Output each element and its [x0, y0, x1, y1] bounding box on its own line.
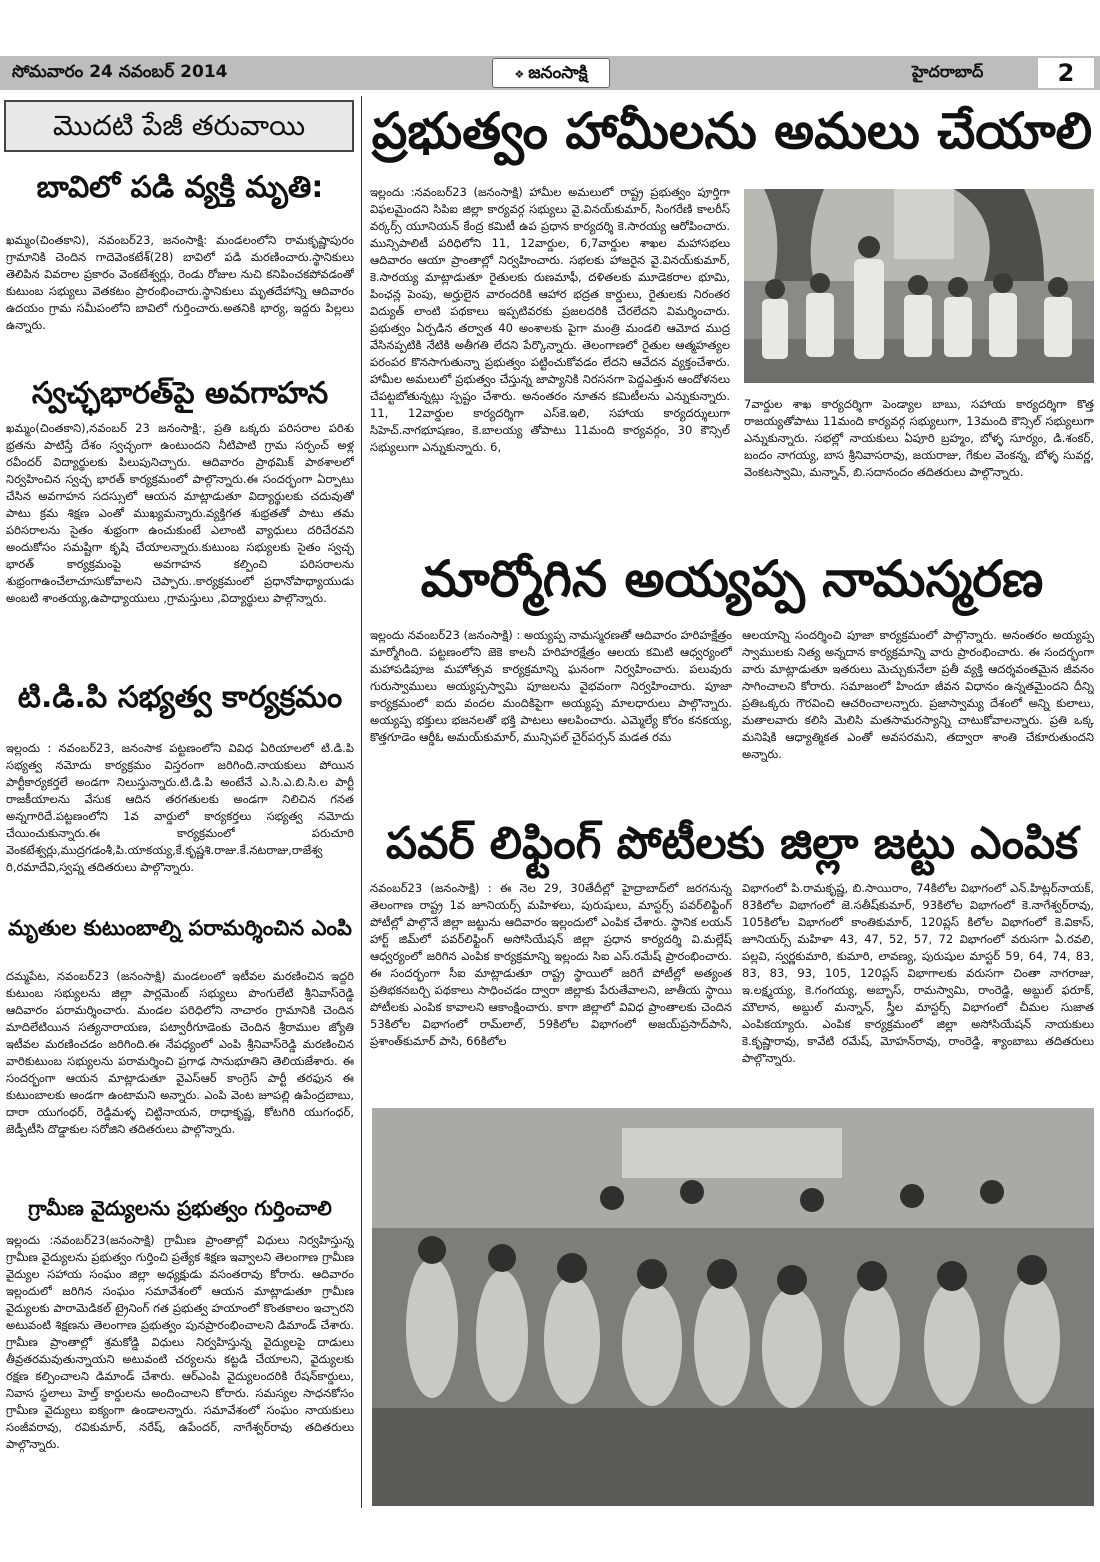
article-body-powerlifting-col2: విభాగంలో పి.రామకృష్ణ, బి.సాయిరాం, 74కిలోల విభాగంలో ఎన్.హిట్లర్‌నాయక్, 83కిలోల విభాగంలో జె.సతీష్‌కుమార్, 93కిలోల విభాగంలో కె.నాగేశ్వర్‌రావు, 105కిలోల విభాగంలో కాంతికుమార్, 120ప్లస్ కిలోల విభాగంలో కె.వికాస్, జూనియర్స్ మహిళా 43, 47, 52, 57, 72 విభాగంలో వరుసగా ఏ.రవలి, పల్లవి, స్వర్ణకుమారి, కుమారి, లావణ్య, పురుషుల మాస్టర్ 59, 64, 74, 83, 83, 83, 93, 105, 120ప్లస్ విభాగాలకు వరుసగా చింతా నాగరాజు, ఇ.లక్ష్మయ్య, కె.గంగయ్య, అబ్బాస్, రామస్వామి, రాంరెడ్డి, అబ్దుల్ ఫరూక్, మౌలాన, అబ్దుల్ మన్నాన్, స్త్రీల మాస్టర్స్ విభాగంలో చీమల సుజాత ఎంపికయ్యారు. ఎంపిక కార్యక్రమంలో జిల్లా అసోసియేషన్ నాయకులు కె.కృష్ణారావు, కావేటి రమేష్, మోహన్‌రావు, రాంరెడ్డి, శ్యాంబాబు తదితరులు పాల్గొన్నారు. — [742, 881, 1094, 1065]
logo-emblem-icon: ❖ — [514, 68, 525, 81]
headline-powerlifting: పవర్ లిఫ్టింగ్ పోటీలకు జిల్లా జట్టు ఎంపిక — [385, 818, 1079, 869]
headline-tdp-membership: టి.డి.పి సభ్యత్వ కార్యక్రమం — [17, 680, 343, 715]
page-header — [0, 56, 1100, 90]
headline-govt-promises: ప్రభుత్వం హామీలను అమలు చేయాలి — [371, 102, 1093, 160]
headline-rural-doctors: గ్రామీణ వైద్యులను ప్రభుత్వం గుర్తించాలి — [28, 1196, 332, 1220]
headline-mp-visit: మృతుల కుటుంబాల్ని పరామర్శించిన ఎంపి — [8, 916, 352, 940]
logo-text: జనంసాక్షి — [528, 63, 588, 83]
headline-well-death: బావిలో పడి వ్యక్తి మృతి: — [36, 170, 324, 205]
article-body-govt-promises-col2: 7వార్డుల శాఖ కార్యదర్శిగా పెండ్యాల బాబు, సహాయ కార్యదర్శిగా కొత్త రాజయ్యతోపాటు 11మంది కార్యవర్గ సభ్యులుగా, 13మంది కౌన్సిల్ సభ్యులుగా ఎన్నుకున్నారు. సభల్లో నాయకులు ఏపూరి బ్రహ్మం, బోళ్ళ సూర్యం, డి.శంకర్, బందం నాగయ్య, బాస శ్రీనివాసరావు, జయరాజు, గేకుల వెంకన్న, బోళ్ళ సువర్ణ, వెంకటస్వామి, మన్నాన్, బి.సదానందం తదితరులు పాల్గొన్నారు. — [744, 397, 1094, 479]
article-body-swachh-bharat: ఖమ్మం(చింతకాని),నవంబర్ 23 జనంసాక్షి:, ప్రతి ఒక్కరు పరిసరాల పరిశు భ్రతను పాటిస్తే దేశం స్వచ్ఛంగా ఉంటుందని నీటిపాటి గ్రామ సర్పంచ్ అళ్ల రవీందర్ విద్యార్థులకు పిలుపునిచ్చారు. ఆదివారం ప్రాథమిక్ పాఠశాలలో నిర్వహించిన స్వచ్ఛ భారత్ కార్యక్రమంలో పాల్గొన్నారు.ఈ సందర్భంగా ఏర్పాటు చేసిన అవగాహన సదస్సులో ఆయన మాట్లాడుతూ విద్యార్థులకు చదువుతో పాటు క్రమ శిక్షణ ఎంతో ముఖ్యమన్నారు.వ్యక్తిగత శుభ్రతతో పాటు తమ పరిసరాలను సైతం శుభ్రంగా ఉంచుకుంటే ఎలాంటి వ్యాధులు దరిచేరవని అందుకోసం సమష్టిగా కృషి చేయాలన్నారు.కుటుంబ సభ్యులకు సైతం స్వచ్ఛ భారత్ కార్యక్రమంపై అవగాహన కల్పించి పరిసరాలను శుభ్రంగాఉంచేలాచూసుకోవాలని చెప్పారు..కార్యక్రమంలో ప్రధానోపాధ్యాయుడు అంబటి శాంతయ్య,ఉపాధ్యాయులు ,గ్రామస్తులు ,విద్యార్థులు పాల్గొన్నారు. — [6, 421, 354, 605]
article-body-ayyappa-col2: ఆలయాన్ని సందర్శించి పూజా కార్యక్రమంలో పాల్గొన్నారు. అనంతరం అయ్యప్ప స్వాములకు నిత్య అన్నదాన కార్యక్రమాన్ని వారు ప్రారంభించారు. ఈ సందర్భంగా వారు మాట్లాడుతూ ఇతరులు మెచ్చుకునేలా ప్రతీ వ్యక్తి ఆదర్శవంతమైన జీవనం సాగించాలని కోరారు. సమాజంలో హిందూ జీవన విధానం ఉన్నతమైందని దీన్ని ప్రతిఒక్కరు గౌరవించి ఆచరించాలన్నారు. ప్రజాస్వామ్య దేశంలో అన్ని కులాలు, మతాలవారు కలిసి మెలిసి మతసామరస్యాన్ని చాటుకోవాలన్నారు. ప్రతి ఒక్క మనిషికి ఆధ్యాత్మికత ఎంతో అవసరమని, తద్వారా శాంతి చేకూరుతుందని అన్నారు. — [742, 628, 1094, 761]
column-divider — [361, 96, 362, 1508]
article-body-powerlifting-col1: నవంబర్23 (జనంసాక్షి) : ఈ నెల 29, 30తేదీల్లో హైద్రాబాద్‌లో జరగనున్న తెలంగాణ రాష్ట్ర 1వ జూనియర్స్ మహిళలు, పురుషులు, మాస్టర్స్ పవర్‌లిఫ్టింగ్ పోటీల్లో పాల్గొనే జిల్లా జట్టును ఆదివారం ఇల్లందులో ఎంపిక చేశారు. స్థానిక లయన్ హార్ట్ జిమ్‌లో పవర్‌లిఫ్టింగ్ అసోసియేషన్ జిల్లా ప్రధాన కార్యదర్శి వి.మల్లేష్ ఆధ్వర్యంలో జరిగిన ఎంపిక కార్యక్రమాన్ని ఇల్లందు సిఐ ఎస్.రమేష్ ప్రారంభించారు. ఈ సందర్భంగా సీఐ మాట్లాడుతూ రాష్ట్ర స్థాయిలో జరిగే పోటీల్లో అత్యంత ప్రతిభకనబర్చి పథకాలు సాధించడం ద్వారా జిల్లాకు పేరుతేవాలని, జాతీయ స్థాయి పోటీలకు ఎంపిక కావాలని ఆకాంక్షించారు. కాగా జిల్లాలో వివిధ ప్రాంతాలకు చెందిన 53కిలోల విభాగంలో రామ్‌లాల్, 59కిలోల విభాగంలో అజయ్‌ప్రసాద్‌పాసి, ప్రశాంత్‌కుమార్ పాసి, 66కిలోల — [370, 881, 732, 1048]
article-body-rural-doctors: ఇల్లందు :నవంబర్23(జనంసాక్షి) గ్రామీణ ప్రాంతాల్లో విధులు నిర్వహిస్తున్న గ్రామీణ వైద్యులను ప్రభుత్వం గుర్తించి ప్రత్యేక శిక్షణ ఇవ్వాలని తెలంగాణ గ్రామీణ వైద్యుల సహాయ సంఘం జిల్లా అధ్యక్షుడు వసంతరావు కోరారు. ఆదివారం ఇల్లందులో జరిగిన సంఘం సమావేశంలో ఆయన మాట్లాడుతూ గ్రామీణ వైద్యులకు పారామెడికల్ ట్రైనింగ్ గత ప్రభుత్వ హయాంలో కొంతకాలం ఇచ్చారని అటువంటి శిక్షణను తెలంగాణ ప్రభుత్వం పునప్రారంభించాలని డిమాండ్ చేశారు. గ్రామీణ ప్రాంతాల్లో శ్రమకోడ్డి విధులు నిర్వహిస్తున్న వైద్యులపై దాడులు తీవ్రతరమవుతున్నాయని అటువంటి చర్యలను కట్టడి చేయాలని, వైద్యులకు రక్షణ కల్పించాలని డిమాండ్ చేశారు. ఆర్ఎంపి వైద్యులందరికి రేషన్‌కార్డులు, నివాస స్థలాలు హెల్త్ కార్డులను అందించాలని కోరారు. సమస్యల సాధనకోసం గ్రామీణ వైద్యులు ఐక్యంగా ఉండాలన్నారు. సమావేశంలో సంఘం నాయకులు సంజీవరావు, రవికుమార్, నరేష్, ఉపేందర్, నాగేశ్వర్‌రావు తదితరులు పాల్గొన్నారు. — [6, 1233, 354, 1451]
powerlifting-team-photo — [372, 1108, 1094, 1506]
continued-from-front-page-label: మొదటి పేజీ తరువాయి — [4, 100, 354, 152]
article-body-ayyappa-col1: ఇల్లందు నవంబర్23 (జనంసాక్షి) : అయ్యప్ప నామస్మరణతో ఆదివారం హరిహక్షేత్రం మార్మోగింది. పట్టణంలోని జెకె కాలనీ హరిహరక్షేత్రం ఆలయ కమిటి ఆధ్వర్యంలో మహాపడిపూజ మహోత్సవ కార్యక్రమాన్ని ఘనంగా నిర్వహించారు. పలువురు గురుస్వాములు అయ్యప్పస్వామి పూజలను వైభవంగా నిర్వహించారు. పూజా కార్యక్రమంలో ఐదు వందల మందికిపైగా అయ్యప్ప మాలధారులు పాల్గొన్నారు. అయ్యప్ప భక్తులు భజనలతో భక్తి పాటలు ఆలపించారు. ఎమ్మెల్యే కోరం కనకయ్య, కొత్తగూడెం ఆర్డీఓ అమయ్‌కుమార్, మున్సిపల్ చైర్‌పర్సన్ మడత రమ — [370, 628, 732, 744]
issue-date: సోమవారం 24 నవంబర్ 2014 — [12, 62, 228, 82]
article-body-tdp-membership: ఇల్లందు : నవంబర్23, జనంసాక పట్టణంలోని వివిధ ఏరియాలలో టి.డి.పి సభ్యత్వ నమోదు కార్యక్రమం విస్తరంగా జరిగింది.నాయకులు పోయిన పార్టీకార్యకర్తలే అండగా నిలుస్తున్నారు.టి.డి.పి అంటేనే ఎ.సి.ఎ.బి.సి.ల పార్టీ రాజకీయాలను వేసుక ఆదిన తరగతులకు అండగా నిలిచిన గనత అన్నగారిదే.పట్టణంలోని 1వ వార్డులో కార్యకర్తలు సభ్యత్వ నమోదు చేయించుకున్నారు.ఈ కార్యక్రమంలో పరుచూరి వెంకటేశ్వర్లు,ముద్రగడంశీ,పి.యాకయ్య,కే.కృష్ణశి.రాజు.కే.నటరాజు,రాజేశ్వ రి,రమాదేవి,స్వప్న తదితరులు పాల్గొన్నారు. — [6, 741, 354, 874]
edition-city: హైదరాబాద్ — [912, 62, 984, 81]
article-body-mp-visit: దమ్మపేట, నవంబర్23 (జనంసాక్షి) మండలంలో ఇటీవల మరణించిన ఇద్దరి కుటుంబ సభ్యులను జిల్లా పార్లమెంట్ సభ్యులు పొంగులేటి శ్రీనివాస్‌రెడ్డి ఆదివారం పరామర్శించారు. మండల పరిధిలోని నాచారం గ్రామానికి చెందిన మాదిలేటియిన సత్యనారాయణ, పట్వారీగూడెంకు చెందిన శ్రీరాముల జ్యోతి ఇటీవల మరణించడం జరిగింది.ఈ నేపధ్యంలో ఎంపి శ్రీనివాస్‌రెడ్డి మరణించిన వారికుటుంబ సభ్యులను పరామర్శించి ప్రగాఢ సానుభూతిని తెలియజేశారు. ఈ సందర్భంగా ఆయన మాట్లాడుతూ వైఎస్ఆర్ కాంగ్రెస్ పార్టీ తరఫున ఈ కుటుంబాలకు అండగా ఉంటామని అన్నారు. ఎంపి వెంట జూపల్లి ఉపేంద్రబాబు, దారా యుగంధర్, రెడ్డిమళ్ళ చిట్టినాయన, రాధాకృష్ణ, కోటగిరి యుగంధర్, జెడ్పీటీసి దొడ్డాకుల సరోజిని తదితరులు పాల్గొన్నారు. — [6, 969, 354, 1136]
page-number: 2 — [1038, 58, 1094, 88]
headline-swachh-bharat: స్వచ్ఛభారత్‌పై అవగాహన — [31, 376, 329, 411]
meeting-photo — [744, 189, 1094, 383]
masthead-logo — [492, 58, 610, 88]
article-body-well-death: ఖమ్మం(చింతకాని), నవంబర్23, జనంసాక్షి: మండలంలోని రామకృష్ణాపురం గ్రామానికి చెందిన గాదెవెంకటేశ్(28) బావిలో పడి మరణించారు.స్థానికులు తెలిపిన వివరాల ప్రకారం వెంకటేశ్వర్లు, రెండు రోజుల నుచి కనిపించకపోవడంతో కుటుంబ సభ్యులు వెతకటం ప్రారంభించారు.స్థానికులు మృతదేహాన్ని ఆదివారం ఉదయం గ్రామ సమీపంలోని బావిలో గుర్తించారు.అతనికి భార్య, ఇద్దరు పిల్లలు ఉన్నారు. — [6, 233, 354, 332]
article-body-govt-promises-col1: ఇల్లందు :నవంబర్23 (జనంసాక్షి) హామీల అమలులో రాష్ట్ర ప్రభుత్వం పూర్తిగా విఫలమైందని సిపిఐ జిల్లా కార్యవర్గ సభ్యులు వై.వినయ్‌కుమార్, సింగరేణి కాలరీస్ వర్కర్స్ యూనియన్ కేంద్ర కమిటీ ఉప ప్రధాన కార్యదర్శి కె.సారయ్య ఆరోపించారు. మున్సిపాలిటీ పరిధిలోని 11, 12వార్డుల, 6,7వార్డుల శాఖల మహాసభలు ఆదివారం ఆయా ప్రాంతాల్లో నిర్వహించారు. సభలకు హాజరైన వై.వినయ్‌కుమార్, కె.సారయ్య మాట్లాడుతూ రైతులకు రుణమాఫీ, దళితలకు మూడెకరాల భూమి, పింఛన్ల పెంపు, అర్హులైన వారందరికి ఆహార భద్రత కార్డులు, రైతులకు నిరంతర విద్యుత్ లాంటి పథకాలు ఇప్పటివరకు ప్రజలదరికి చేరలేదని విమర్శించారు. ప్రభుత్వం ఏర్పడిన తర్వాత 40 అంశాలకు పైగా మంత్రి మండలి ఆమోద ముద్ర వేసినప్పటికి నేటికి అతీగతి లేదని పేర్కొన్నారు. తెలంగాణలో రైతుల ఆత్మహత్యల పరంపర కొనసాగుతున్నా ప్రభుత్వం పట్టించుకోవడం లేదని ఆవేదన వ్యక్తంచేశారు. హామీల అమలులో ప్రభుత్వం చేస్తున్న జాప్యానికి నిరసనగా పెద్దఎత్తున ఆందోళనలు చేపట్టబోతున్నట్లు స్పష్టం చేశారు. అనంతరం నూతన కమిటీలను ఎన్నుకున్నారు. 11, 12వార్డుల కార్యదర్శిగా ఎస్‌కె.ఇలి, సహాయ కార్యదర్శులుగా సిహెచ్.నాగభూషణం, కె.బాలయ్య తోపాటు 11మంది కార్యవర్గం, 30 కౌన్సిల్ సభ్యులుగా ఎన్నుకున్నారు. 6, — [370, 185, 730, 454]
headline-ayyappa: మార్మోగిన అయ్యప్ప నామస్మరణ — [420, 550, 1044, 608]
